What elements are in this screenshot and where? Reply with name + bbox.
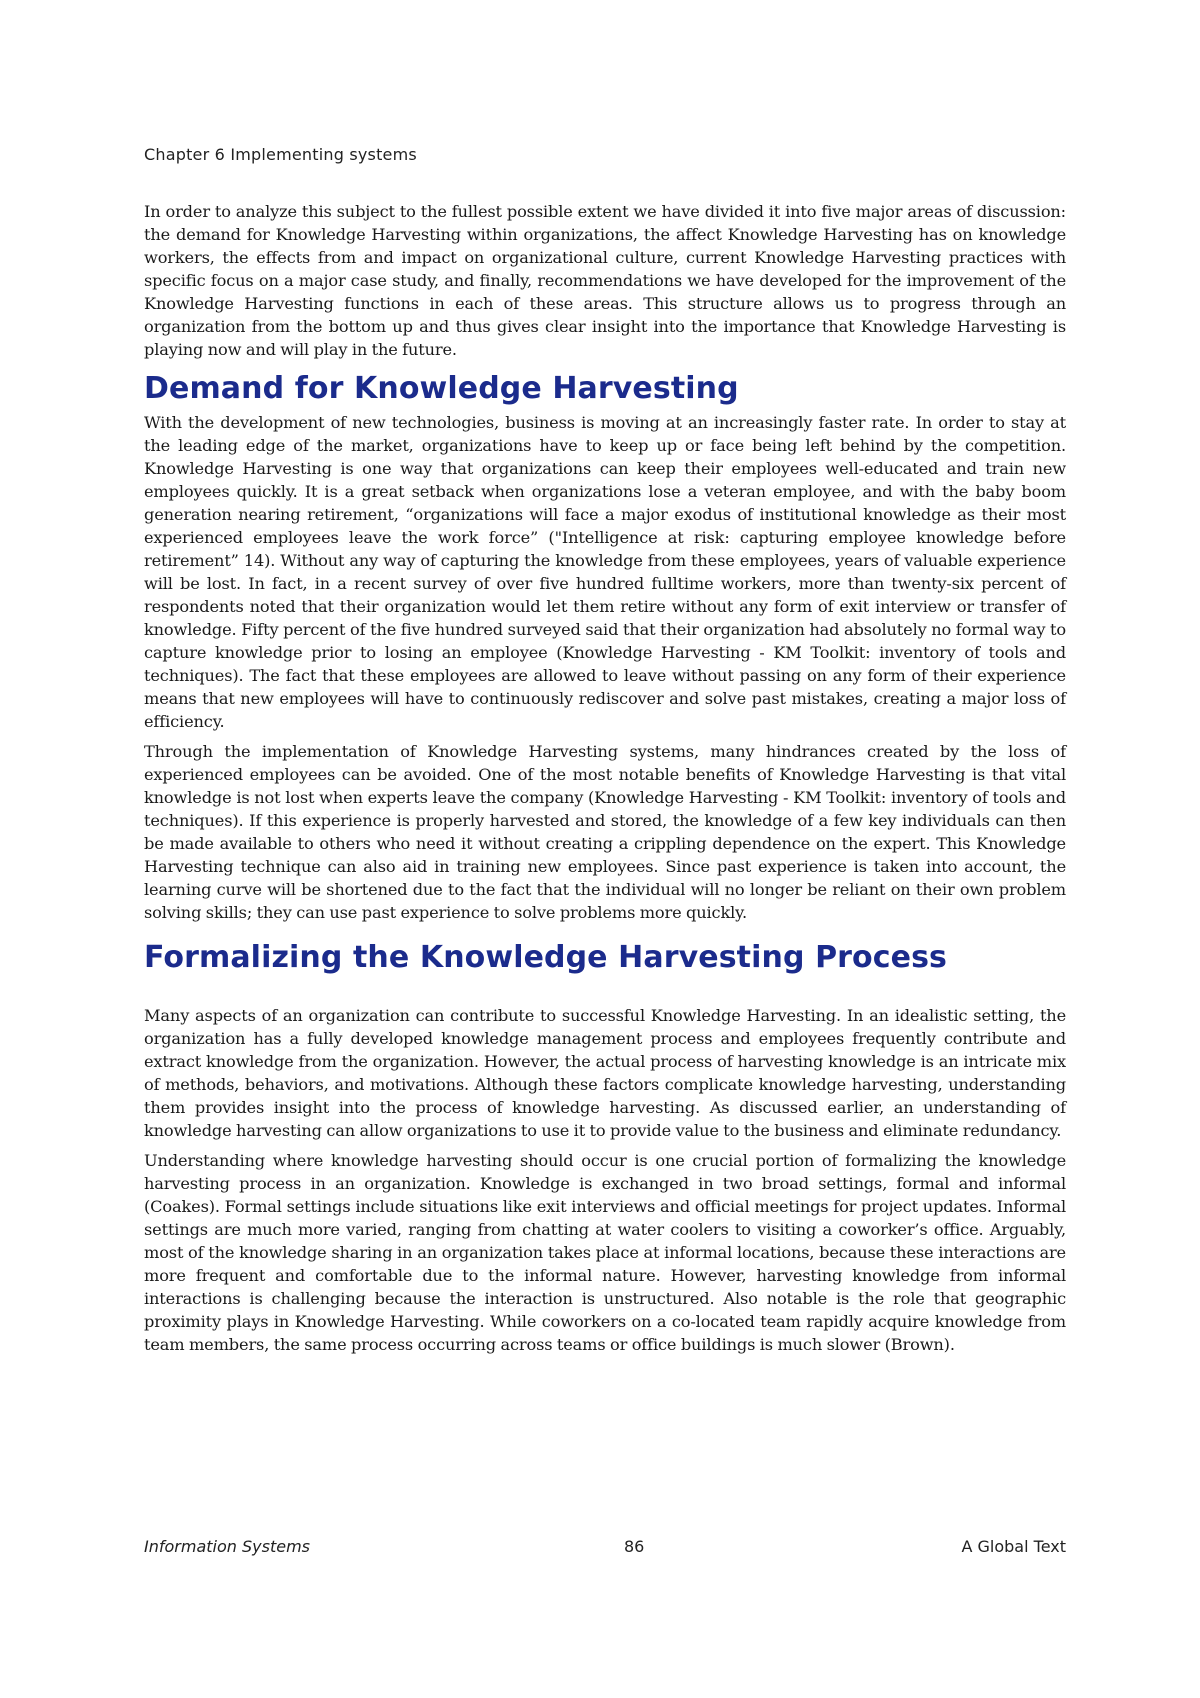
page-content bbox=[144, 200, 1066, 1363]
footer-publisher: A Global Text bbox=[961, 1537, 1066, 1556]
chapter-running-head: Chapter 6 Implementing systems bbox=[144, 145, 417, 164]
section-heading-demand: Demand for Knowledge Harvesting bbox=[144, 371, 739, 406]
body-paragraph: Through the implementation of Knowledge Harvesting systems, many hindrances created by the loss of experienced employees can be avoided. One of the most notable benefits of Knowledge Harvesting is that vital knowledge is not lost when experts leave the company (Knowledge Harvesting - KM Toolkit: inventory of tools and techniques). If this experience is properly harvested and stored, the knowledge of a few key individuals can then be made available to others who need it without creating a crippling dependence on the expert. This Knowledge Harvesting technique can also aid in training new employees. Since past experience is taken into account, the learning curve will be shortened due to the fact that the individual will no longer be reliant on their own problem solving skills; they can use past experience to solve problems more quickly. bbox=[144, 742, 1066, 922]
body-paragraph: With the development of new technologies, business is moving at an increasingly faster rate. In order to stay at the leading edge of the market, organizations have to keep up or face being left behind by the competition. Knowledge Harvesting is one way that organizations can keep their employees well-educated and train new employees quickly. It is a great setback when organizations lose a veteran employee, and with the baby boom generation nearing retirement, “organizations will face a major exodus of institutional knowledge as their most experienced employees leave the work force” ("Intelligence at risk: capturing employee knowledge before retirement” 14). Without any way of capturing the knowledge from these employees, years of valuable experience will be lost. In fact, in a recent survey of over five hundred fulltime workers, more than twenty-six percent of respondents noted that their organization would let them retire without any form of exit interview or transfer of knowledge. Fifty percent of the five hundred surveyed said that their organization had absolutely no formal way to capture knowledge prior to losing an employee (Knowledge Harvesting - KM Toolkit: inventory of tools and techniques). The fact that these employees are allowed to leave without passing on any form of their experience means that new employees will have to continuously rediscover and solve past mistakes, creating a major loss of efficiency. bbox=[144, 413, 1066, 731]
footer-book-title: Information Systems bbox=[144, 1537, 310, 1556]
body-paragraph: Many aspects of an organization can contribute to successful Knowledge Harvesting. In an idealistic setting, the organization has a fully developed knowledge management process and employees frequently contribute and extract knowledge from the organization. However, the actual process of harvesting knowledge is an intricate mix of methods, behaviors, and motivations. Although these factors complicate knowledge harvesting, understanding them provides insight into the process of knowledge harvesting. As discussed earlier, an understanding of knowledge harvesting can allow organizations to use it to provide value to the business and eliminate redundancy. bbox=[144, 1006, 1066, 1140]
section-heading-formalizing: Formalizing the Knowledge Harvesting Process bbox=[144, 940, 948, 975]
intro-paragraph: In order to analyze this subject to the fullest possible extent we have divided it into five major areas of discussion: the demand for Knowledge Harvesting within organizations, the affect Knowledge Harvesting has on knowledge workers, the effects from and impact on organizational culture, current Knowledge Harvesting practices with specific focus on a major case study, and finally, recommendations we have developed for the improvement of the Knowledge Harvesting functions in each of these areas. This structure allows us to progress through an organization from the bottom up and thus gives clear insight into the importance that Knowledge Harvesting is playing now and will play in the future. bbox=[144, 202, 1066, 359]
body-paragraph: Understanding where knowledge harvesting should occur is one crucial portion of formalizing the knowledge harvesting process in an organization. Knowledge is exchanged in two broad settings, formal and informal (Coakes). Formal settings include situations like exit interviews and official meetings for project updates. Informal settings are much more varied, ranging from chatting at water coolers to visiting a coworker’s office. Arguably, most of the knowledge sharing in an organization takes place at informal locations, because these interactions are more frequent and comfortable due to the informal nature. However, harvesting knowledge from informal interactions is challenging because the interaction is unstructured. Also notable is the role that geographic proximity plays in Knowledge Harvesting. While coworkers on a co-located team rapidly acquire knowledge from team members, the same process occurring across teams or office buildings is much slower (Brown). bbox=[144, 1151, 1066, 1354]
footer-page-number: 86 bbox=[624, 1537, 645, 1556]
